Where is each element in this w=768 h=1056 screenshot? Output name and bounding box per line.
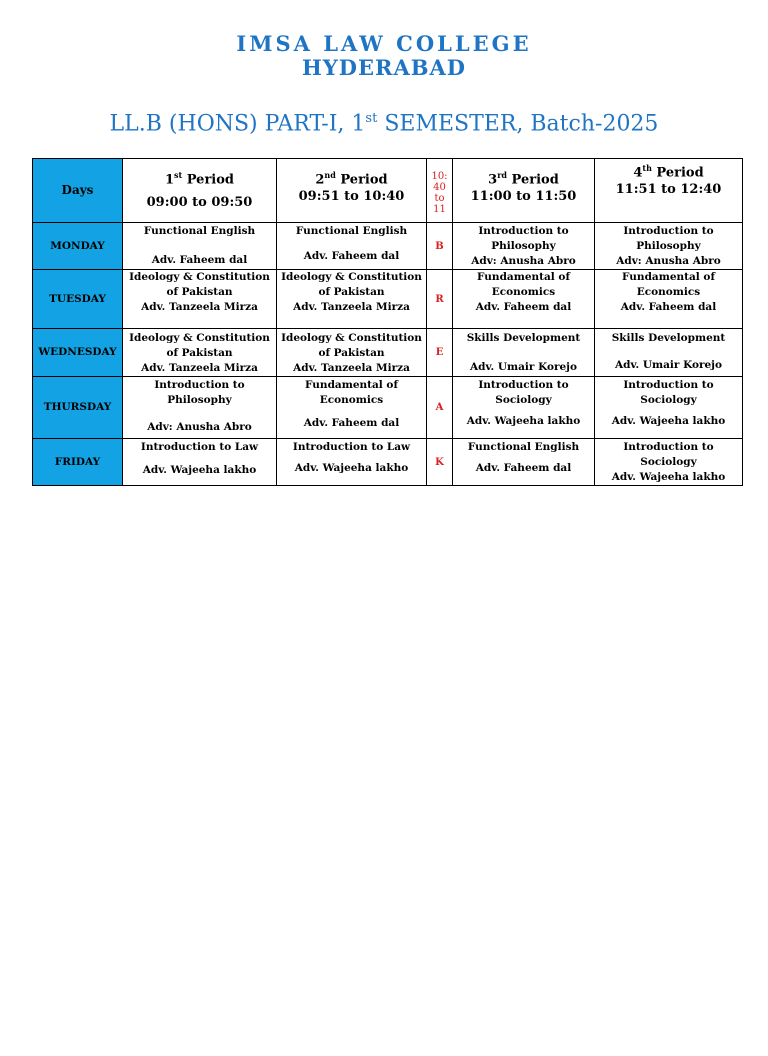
period-1-header: 1st Period 09:00 to 09:50 — [123, 159, 277, 223]
period-3-header: 3rd Period 11:00 to 11:50 — [453, 159, 595, 223]
break-time-header: 10: 40 to 11 — [427, 159, 453, 223]
class-cell: Introduction to Philosophy Adv: Anusha Abro — [453, 223, 595, 270]
table-row — [33, 377, 743, 439]
class-cell: Fundamental of Economics Adv. Faheem dal — [277, 377, 427, 439]
class-cell: Functional English Adv. Faheem dal — [453, 439, 595, 486]
class-cell: Introduction to Philosophy Adv: Anusha Abro — [123, 377, 277, 439]
class-cell: Skills Development Adv. Umair Korejo — [595, 329, 743, 377]
class-cell: Introduction to Law Adv. Wajeeha lakho — [277, 439, 427, 486]
class-cell: Functional English Adv. Faheem dal — [277, 223, 427, 270]
break-letter: A — [427, 377, 453, 439]
day-cell: FRIDAY — [33, 439, 123, 486]
program-sup: st — [365, 111, 378, 126]
table-row — [33, 270, 743, 329]
class-cell: Ideology & Constitution of Pakistan Adv. Tanzeela Mirza — [123, 270, 277, 329]
class-cell: Introduction to Sociology Adv. Wajeeha lakho — [453, 377, 595, 439]
day-cell: THURSDAY — [33, 377, 123, 439]
class-cell: Ideology & Constitution of Pakistan Adv. Tanzeela Mirza — [277, 329, 427, 377]
class-cell: Functional English Adv. Faheem dal — [123, 223, 277, 270]
class-cell: Introduction to Philosophy Adv: Anusha Abro — [595, 223, 743, 270]
document-header — [0, 32, 768, 138]
program-rest: SEMESTER, Batch-2025 — [377, 111, 659, 137]
break-letter: K — [427, 439, 453, 486]
break-letter: E — [427, 329, 453, 377]
break-letter: R — [427, 270, 453, 329]
timetable — [32, 158, 743, 486]
timetable-header-row — [33, 159, 743, 223]
class-cell: Fundamental of Economics Adv. Faheem dal — [453, 270, 595, 329]
table-row — [33, 439, 743, 486]
period-4-header: 4th Period 11:51 to 12:40 — [595, 159, 743, 223]
break-letter: B — [427, 223, 453, 270]
class-cell: Introduction to Sociology Adv. Wajeeha lakho — [595, 377, 743, 439]
class-cell: Ideology & Constitution of Pakistan Adv. Tanzeela Mirza — [277, 270, 427, 329]
table-row — [33, 223, 743, 270]
class-cell: Ideology & Constitution of Pakistan Adv. Tanzeela Mirza — [123, 329, 277, 377]
day-cell: MONDAY — [33, 223, 123, 270]
days-header: Days — [33, 159, 123, 223]
program-title — [0, 105, 768, 138]
day-cell: WEDNESDAY — [33, 329, 123, 377]
class-cell: Skills Development Adv. Umair Korejo — [453, 329, 595, 377]
program-main: LL.B (HONS) PART-I, 1 — [109, 111, 366, 137]
table-row — [33, 329, 743, 377]
class-cell: Fundamental of Economics Adv. Faheem dal — [595, 270, 743, 329]
period-2-header: 2nd Period 09:51 to 10:40 — [277, 159, 427, 223]
college-name: IMSA LAW COLLEGE — [236, 31, 532, 56]
college-city: HYDERABAD — [301, 55, 467, 80]
class-cell: Introduction to Law Adv. Wajeeha lakho — [123, 439, 277, 486]
class-cell: Introduction to Sociology Adv. Wajeeha lakho — [595, 439, 743, 486]
day-cell: TUESDAY — [33, 270, 123, 329]
